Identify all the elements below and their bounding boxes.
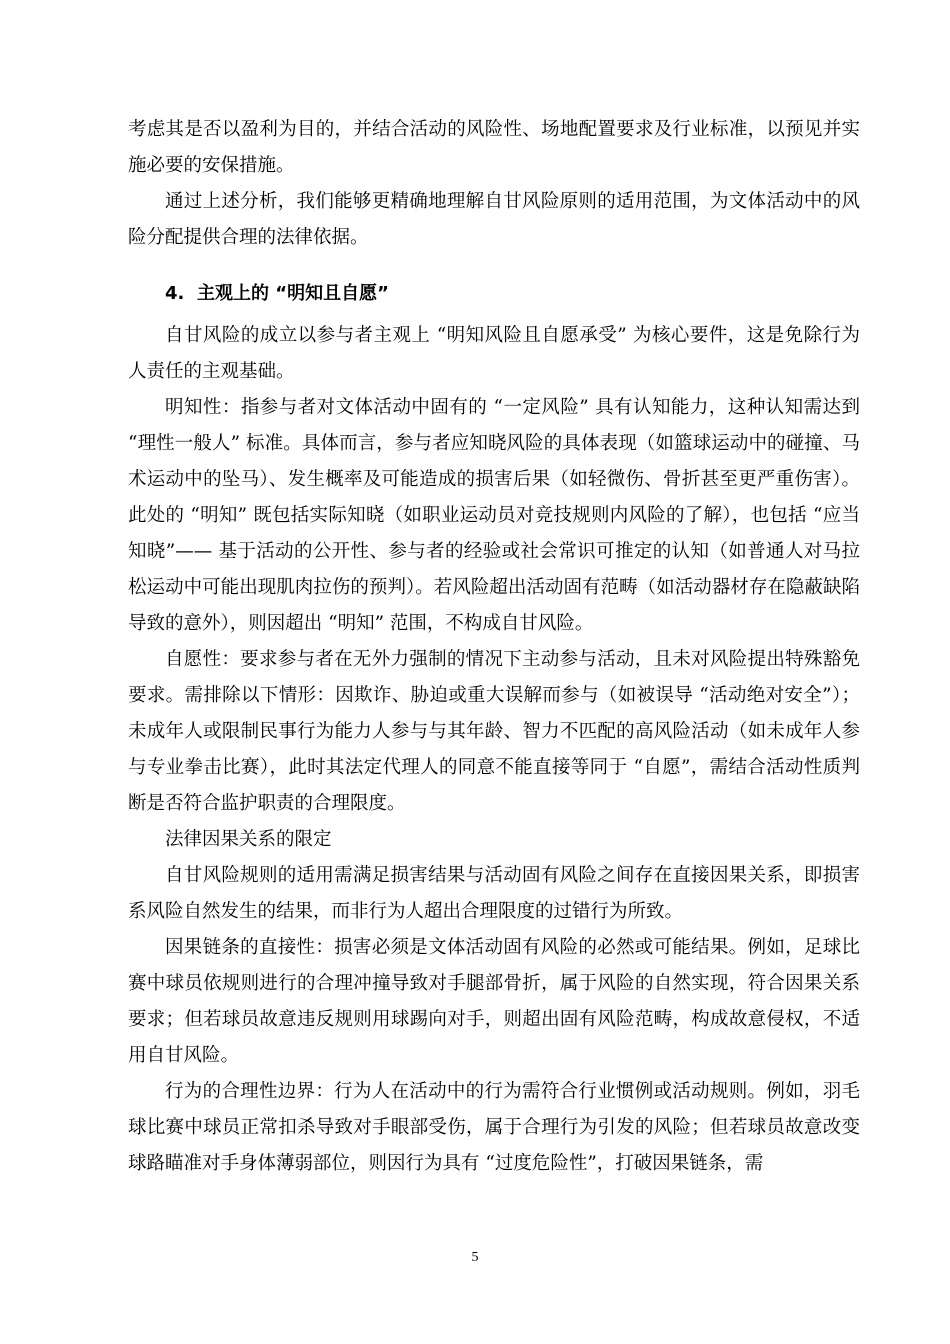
paragraph-subheading-causation: 法律因果关系的限定 xyxy=(165,829,332,850)
paragraph-causation-directness: 因果链条的直接性：损害必须是文体活动固有风险的必然或可能结果。例如，足球比赛中球员依规则进行的合理冲撞导致对手腿部骨折，属于风险的自然实现，符合因果关系要求；但若球员故意违反规则用球踢向对手，则超出固有风险范畴，构成故意侵权，不适用自甘风险。 xyxy=(128,937,860,1066)
paragraph-continuation: 考虑其是否以盈利为目的，并结合活动的风险性、场地配置要求及行业标准，以预见并实施必要的安保措施。 xyxy=(128,119,860,176)
section-spacer xyxy=(128,256,860,266)
paragraph-summary: 通过上述分析，我们能够更精确地理解自甘风险原则的适用范围，为文体活动中的风险分配提供合理的法律依据。 xyxy=(128,191,860,248)
section-title: 主观上的 “明知且自愿” xyxy=(197,283,389,304)
paragraph-core-requirement: 自甘风险的成立以参与者主观上 “明知风险且自愿承受” 为核心要件，这是免除行为人责任的主观基础。 xyxy=(128,325,860,382)
section-number: 4. xyxy=(165,283,185,304)
paragraph-voluntariness: 自愿性：要求参与者在无外力强制的情况下主动参与活动，且未对风险提出特殊豁免要求。需排除以下情形：因欺诈、胁迫或重大误解而参与（如被误导 “活动绝对安全”）；未成年人或限制民事行为能力人参与与其年龄、智力不匹配的高风险活动（如未成年人参与专业拳击比赛），此时其法定代理人的同意不能直接等同于 “自愿”，需结合活动性质判断是否符合监护职责的合理限度。 xyxy=(128,649,860,814)
section-heading xyxy=(128,276,860,312)
page-number: 5 xyxy=(471,1250,479,1265)
paragraph-knowledge: 明知性：指参与者对文体活动中固有的 “一定风险” 具有认知能力，这种认知需达到 “理性一般人” 标准。具体而言，参与者应知晓风险的具体表现（如篮球运动中的碰撞、马术运动中的坠马）、发生概率及可能造成的损害后果（如轻微伤、骨折甚至更严重伤害）。此处的 “明知” 既包括实际知晓（如职业运动员对竞技规则内风险的了解），也包括 “应当知晓”—— 基于活动的公开性、参与者的经验或社会常识可推定的认知（如普通人对马拉松运动中可能出现肌肉拉伤的预判）。若风险超出活动固有范畴（如活动器材存在隐蔽缺陷导致的意外），则因超出 “明知” 范围，不构成自甘风险。 xyxy=(128,397,860,634)
document-page xyxy=(128,112,860,1182)
paragraph-reasonableness: 行为的合理性边界：行为人在活动中的行为需符合行业惯例或活动规则。例如，羽毛球比赛中球员正常扣杀导致对手眼部受伤，属于合理行为引发的风险；但若球员故意改变球路瞄准对手身体薄弱部位，则因行为具有 “过度危险性”，打破因果链条，需 xyxy=(128,1081,860,1174)
paragraph-causation-rule: 自甘风险规则的适用需满足损害结果与活动固有风险之间存在直接因果关系，即损害系风险自然发生的结果，而非行为人超出合理限度的过错行为所致。 xyxy=(128,865,860,922)
